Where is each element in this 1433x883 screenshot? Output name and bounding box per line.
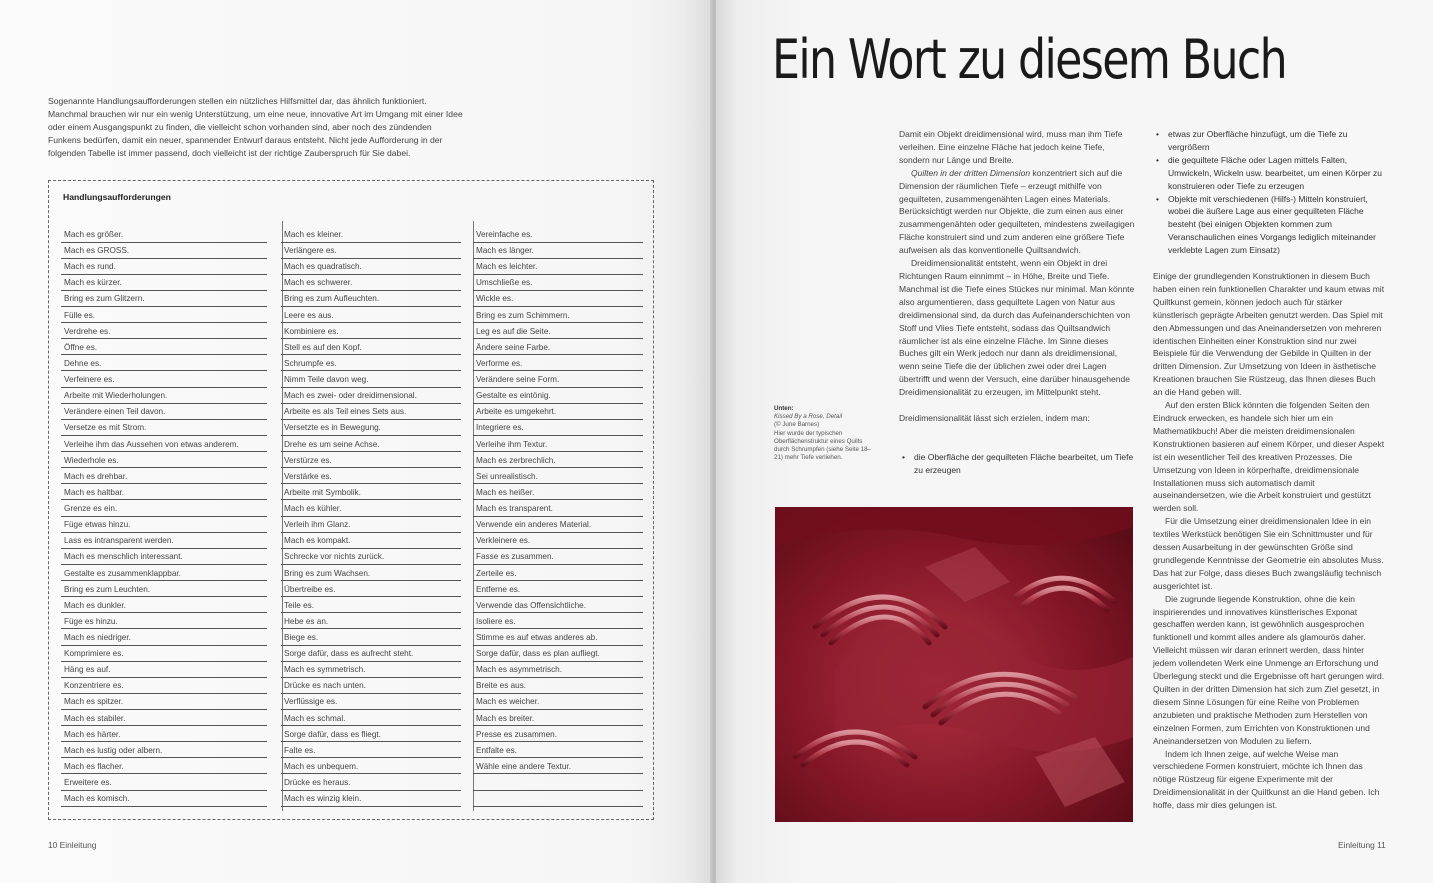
table-cell: Versetzte es in Bewegung. — [281, 420, 461, 436]
paragraph: Indem ich Ihnen zeige, auf welche Weise man verschiedene Formen konstruiert, möchte ich Ihnen das nötige Rüstzeug für eigene Experimente mit der Dreidimensionalität in der Quiltkunst an die Hand geben. Ich hoffe, dass mir dies gelungen ist. — [1153, 748, 1380, 811]
table-cell: Mach es zerbrechlich. — [473, 453, 643, 469]
table-cell: Übertreibe es. — [281, 582, 461, 598]
table-row — [61, 759, 643, 775]
table-cell: Gestalte es zusammenklappbar. — [61, 566, 267, 582]
bullet-list-left — [899, 451, 1135, 477]
table-cell: Falte es. — [281, 743, 461, 759]
paragraph: Damit ein Objekt dreidimensional wird, muss man ihm Tiefe verleihen. Eine einzelne Fläche hat jedoch keine Tiefe, sondern nur Länge und Breite. — [899, 129, 1123, 165]
table-cell: Breite es aus. — [473, 678, 643, 694]
table-cell: Ändere seine Farbe. — [473, 340, 643, 356]
table-row — [61, 775, 643, 791]
table-cell: Bring es zum Wachsen. — [281, 566, 461, 582]
table-cell: Isoliere es. — [473, 614, 643, 630]
table-row — [61, 517, 643, 533]
table-cell: Mach es winzig klein. — [281, 791, 461, 807]
table-cell: Häng es auf. — [61, 662, 267, 678]
table-cell: Verstürze es. — [281, 453, 461, 469]
table-cell: Verleihe ihm das Aussehen von etwas anderem. — [61, 437, 267, 453]
intro-paragraph: Sogenannte Handlungsaufforderungen stellen ein nützliches Hilfsmittel dar, das ähnlich funktioniert. Manchmal brauchen wir nur ein wenig Unterstützung, um eine neue, innovative Art im Umgang mit einer Idee oder einem Ausgangspunkt zu finden, die vielleicht schon vorhanden sind, aber noch des zündenden Funkens bedürfen, damit ein neuer, spannender Entwurf daraus entsteht. Nicht jede Aufforderung in der folgenden Tabelle ist immer passend, doch vielleicht ist der richtige Zauberspruch für Sie dabei. — [48, 95, 463, 159]
caption-head: Unten: — [774, 405, 794, 412]
table-cell: Erweitere es. — [61, 775, 267, 791]
bullet-item: • etwas zur Oberfläche hinzufügt, um die Tiefe zu vergrößern — [1153, 128, 1389, 154]
table-cell: Schrumpfe es. — [281, 356, 461, 372]
table-cell: Gestalte es eintönig. — [473, 388, 643, 404]
table-cell: Verändere seine Form. — [473, 372, 643, 388]
table-cell: Drücke es heraus. — [281, 775, 461, 791]
bullet-list-right — [1153, 128, 1389, 257]
table-cell: Arbeite es umgekehrt. — [473, 404, 643, 420]
table-cell: Stell es auf den Kopf. — [281, 340, 461, 356]
paragraph: Dreidimensionalität entsteht, wenn ein Objekt in drei Richtungen Raum einnimmt – in Höhe, Breite und Tiefe. Manchmal ist die Tiefe eines Stückes nur minimal. Man könnte also argumentieren, dass gequiltete Lagen von Natur aus dreidimensional sind, da durch das Aufeinanderschichten von Stoff und Vlies Tiefe entsteht, sodass das Quiltsandwich räumlicher ist als eine einzelne Fläche. Im Sinne dieses Buches gilt ein Werk jedoch nur dann als dreidimensional, wenn seine Tiefe die der üblichen zwei oder drei Lagen übertrifft und wenn der Versuch, eine darüber hinausgehende Dreidimensionalität zu erzeugen, im Mittelpunkt steht. — [899, 258, 1135, 398]
table-cell: Mach es niedriger. — [61, 630, 267, 646]
table-cell — [473, 791, 643, 807]
table-cell: Mach es lustig oder albern. — [61, 743, 267, 759]
table-cell: Mach es asymmetrisch. — [473, 662, 643, 678]
table-cell: Öffne es. — [61, 340, 267, 356]
table-row — [61, 420, 643, 436]
table-cell: Mach es härter. — [61, 727, 267, 743]
table-row — [61, 227, 643, 243]
table-cell: Arbeite es als Teil eines Sets aus. — [281, 404, 461, 420]
table-cell: Bring es zum Aufleuchten. — [281, 291, 461, 307]
table-row — [61, 791, 643, 807]
text-column-left — [899, 128, 1135, 425]
table-row — [61, 533, 643, 549]
table-cell: Mach es transparent. — [473, 501, 643, 517]
table-cell: Mach es rund. — [61, 259, 267, 275]
table-cell: Konzentriere es. — [61, 678, 267, 694]
table-row — [61, 437, 643, 453]
table-cell: Lass es intransparent werden. — [61, 533, 267, 549]
table-cell: Wähle eine andere Textur. — [473, 759, 643, 775]
table-cell: Mach es schmal. — [281, 711, 461, 727]
caption-body: Hier wurde der typischen Oberflächenstruktur eines Quilts durch Schrumpfen (siehe Seite 18–21) mehr Tiefe verliehen. — [774, 429, 871, 462]
paragraph: Auf den ersten Blick könnten die folgenden Seiten den Eindruck erwecken, es handele sich hier um ein Mathematikbuch! Aber die meisten dreidimensionalen Konstruktionen basieren auf einem Körper, und dieser Aspekt ist ein wesentlicher Teil des kreativen Prozesses. Die Umsetzung von Ideen in körperhafte, dreidimensionale Installationen muss sich automatisch damit auseinandersetzen, wie die Arbeit konstruiert und gestützt werden soll. — [1153, 400, 1385, 514]
text-column-right — [1153, 270, 1386, 812]
table-cell: Füge etwas hinzu. — [61, 517, 267, 533]
table-row — [61, 646, 643, 662]
table-cell: Leere es aus. — [281, 308, 461, 324]
paragraph: Einige der grundlegenden Konstruktionen in diesem Buch haben einen rein funktionellen Charakter und kaum etwas mit Quiltkunst gemein, können jedoch auch für stärker künstlerisch geprägte Arbeiten genutzt werden. Das Spiel mit den Abmessungen und das Aneinandersetzen von mehreren identischen Einheiten einer Konstruktion sind nur zwei Beispiele für die Verwendung der Gebilde in Quilten in der dritten Dimension. Zur Umsetzung von Ideen in ästhetische Kreationen brauchen Sie Rüstzeug, das Ihnen dieses Buch an die Hand geben will. — [1153, 271, 1385, 398]
caption-credit: (© June Barnes) — [774, 421, 820, 429]
table-cell: Mach es komisch. — [61, 791, 267, 807]
table-cell: Fülle es. — [61, 308, 267, 324]
table-cell: Sorge dafür, dass es plan aufliegt. — [473, 646, 643, 662]
table-cell: Wiederhole es. — [61, 453, 267, 469]
table-cell: Mach es menschlich interessant. — [61, 549, 267, 565]
table-row — [61, 694, 643, 710]
table-row — [61, 614, 643, 630]
table-row — [61, 356, 643, 372]
table-row — [61, 549, 643, 565]
table-cell: Mach es größer. — [61, 227, 267, 243]
table-row — [61, 566, 643, 582]
paragraph: Für die Umsetzung einer dreidimensionalen Idee in ein textiles Werkstück benötigen Sie ein Schnittmuster und für dessen Ausarbeitung in der gewünschten Größe sind grundlegende Kenntnisse der Geometrie ein absolutes Muss. Das hat zur Folge, dass dieses Buch zwangsläufig technisch ausgerichtet ist. — [1153, 516, 1384, 591]
table-row — [61, 340, 643, 356]
table-cell: Mach es haltbar. — [61, 485, 267, 501]
table-row — [61, 275, 643, 291]
table-cell: Sei unrealistisch. — [473, 469, 643, 485]
table-cell: Verleihe ihm Textur. — [473, 437, 643, 453]
table-row — [61, 259, 643, 275]
table-cell: Mach es flacher. — [61, 759, 267, 775]
table-cell: Arbeite mit Symbolik. — [281, 485, 461, 501]
table-cell: Mach es heißer. — [473, 485, 643, 501]
table-cell: Verkleinere es. — [473, 533, 643, 549]
table-row — [61, 678, 643, 694]
table-cell: Presse es zusammen. — [473, 727, 643, 743]
table-row — [61, 501, 643, 517]
table-row — [61, 711, 643, 727]
table-cell: Mach es zwei- oder dreidimensional. — [281, 388, 461, 404]
table-cell: Verflüssige es. — [281, 694, 461, 710]
table-cell: Biege es. — [281, 630, 461, 646]
table-row — [61, 630, 643, 646]
table-cell: Grenze es ein. — [61, 501, 267, 517]
table-row — [61, 404, 643, 420]
table-cell: Wickle es. — [473, 291, 643, 307]
table-cell: Vereinfache es. — [473, 227, 643, 243]
table-cell: Mach es leichter. — [473, 259, 643, 275]
table-row — [61, 372, 643, 388]
table-cell: Mach es spitzer. — [61, 694, 267, 710]
right-page — [716, 0, 1433, 883]
table-cell: Mach es schwerer. — [281, 275, 461, 291]
table-cell: Dehne es. — [61, 356, 267, 372]
table-cell: Mach es unbequem. — [281, 759, 461, 775]
table-cell: Mach es kleiner. — [281, 227, 461, 243]
table-cell: Sorge dafür, dass es fliegt. — [281, 727, 461, 743]
table-row — [61, 324, 643, 340]
table-cell: Verstärke es. — [281, 469, 461, 485]
table-cell: Mach es breiter. — [473, 711, 643, 727]
table-cell: Verlängere es. — [281, 243, 461, 259]
table-cell: Verändere einen Teil davon. — [61, 404, 267, 420]
table-cell: Mach es kühler. — [281, 501, 461, 517]
table-row — [61, 388, 643, 404]
table-cell: Mach es länger. — [473, 243, 643, 259]
table-cell: Drehe es um seine Achse. — [281, 437, 461, 453]
prompts-table — [48, 180, 654, 820]
caption-title: Kissed By a Rose, Detail — [774, 413, 843, 421]
table-cell: Umschließe es. — [473, 275, 643, 291]
table-row — [61, 243, 643, 259]
table-row — [61, 582, 643, 598]
left-page — [0, 0, 712, 883]
table-cell: Verforme es. — [473, 356, 643, 372]
table-cell: Entfalte es. — [473, 743, 643, 759]
table-cell: Komprimiere es. — [61, 646, 267, 662]
table-row — [61, 308, 643, 324]
table-row — [61, 291, 643, 307]
table-row — [61, 743, 643, 759]
table-row — [61, 662, 643, 678]
red-quilt-detail-photo — [775, 507, 1133, 822]
table-cell: Stimme es auf etwas anderes ab. — [473, 630, 643, 646]
table-cell: Mach es kürzer. — [61, 275, 267, 291]
table-cell: Fasse es zusammen. — [473, 549, 643, 565]
bullet-item: • Objekte mit verschiedenen (Hilfs-) Mitteln konstruiert, wobei die äußere Lage aus einer gequilteten Fläche besteht (bei einigen Objekten kommen zum Veranschaulichen eines Vorgangs lediglich miteinander verklebte Lagen zum Einsatz) — [1153, 193, 1389, 258]
table-cell: Füge es hinzu. — [61, 614, 267, 630]
table-cell: Nimm Teile davon weg. — [281, 372, 461, 388]
table-cell: Mach es drehbar. — [61, 469, 267, 485]
page-footer-left: 10 Einleitung — [48, 840, 97, 850]
table-cell: Mach es quadratisch. — [281, 259, 461, 275]
book-title: Quilten in der dritten Dimension — [911, 167, 1031, 178]
table-cell: Bring es zum Glitzern. — [61, 291, 267, 307]
table-cell: Integriere es. — [473, 420, 643, 436]
table-cell: Arbeite mit Wiederholungen. — [61, 388, 267, 404]
table-cell — [473, 775, 643, 791]
table-cell: Mach es dunkler. — [61, 598, 267, 614]
paragraph — [899, 167, 1135, 257]
table-cell: Leg es auf die Seite. — [473, 324, 643, 340]
table-cell: Entferne es. — [473, 582, 643, 598]
table-cell: Schrecke vor nichts zurück. — [281, 549, 461, 565]
table-cell: Teile es. — [281, 598, 461, 614]
paragraph: Dreidimensionalität lässt sich erzielen, indem man: — [899, 413, 1090, 424]
table-cell: Bring es zum Schimmern. — [473, 308, 643, 324]
paragraph-rest: konzentriert sich auf die Dimension der räumlichen Tiefe – erzeugt mithilfe von gequilteten, zusammengenähten Lagen eines Materials. Berücksichtigt werden nur Objekte, die zum einen aus einer zusammengenähten oder gequilteten, mindestens zweilagigen Fläche konstruiert sind und zum anderen eine größere Tiefe aufweisen als das konventionelle Quiltsandwich. — [899, 167, 1135, 256]
bullet-item: • die Oberfläche der gequilteten Fläche bearbeitet, um Tiefe zu erzeugen — [899, 451, 1135, 477]
table-cell: Drücke es nach unten. — [281, 678, 461, 694]
table-cell: Kombiniere es. — [281, 324, 461, 340]
table-cell: Mach es kompakt. — [281, 533, 461, 549]
page-headline: Ein Wort zu diesem Buch — [772, 28, 1287, 91]
table-cell: Verleih ihm Glanz. — [281, 517, 461, 533]
table-cell: Verwende das Offensichtliche. — [473, 598, 643, 614]
table-row — [61, 469, 643, 485]
photo-caption — [774, 405, 872, 462]
table-cell: Mach es weicher. — [473, 694, 643, 710]
table-row — [61, 453, 643, 469]
table-cell: Mach es GROSS. — [61, 243, 267, 259]
table-row — [61, 727, 643, 743]
table-title: Handlungsaufforderungen — [63, 192, 171, 202]
table-cell: Sorge dafür, dass es aufrecht steht. — [281, 646, 461, 662]
table-cell: Verfeinere es. — [61, 372, 267, 388]
table-cell: Bring es zum Leuchten. — [61, 582, 267, 598]
table-cell: Mach es symmetrisch. — [281, 662, 461, 678]
table-cell: Zerteile es. — [473, 566, 643, 582]
bullet-item: • die gequiltete Fläche oder Lagen mittels Falten, Umwickeln, Wickeln usw. bearbeitet, um einen Körper zu konstruieren oder Tiefe zu erzeugen — [1153, 154, 1389, 193]
table-cell: Verwende ein anderes Material. — [473, 517, 643, 533]
table-cell: Mach es stabiler. — [61, 711, 267, 727]
page-footer-right: Einleitung 11 — [1338, 840, 1386, 850]
table-cell: Versetze es mit Strom. — [61, 420, 267, 436]
table-row — [61, 598, 643, 614]
paragraph: Die zugrunde liegende Konstruktion, ohne die kein inspirierendes und innovatives künstlerisches Exponat geschaffen werden kann, ist gewöhnlich ausgesprochen funktionell und kommt alles andere als glamourös daher. Vielleicht müssen wir daran erinnert werden, dass hinter jedem vollendeten Werk eine Unmenge an Erforschung und Überlegung steckt und die Ergebnisse oft hart gerungen wird. Quilten in der dritten Dimension hat sich zum Ziel gesetzt, in diesem Sinne Lösungen für eine Reihe von Problemen anzubieten und praktische Methoden zum Herstellen von einzelnen Formen, zum Errichten von Konstruktionen und Aneinandersetzen von Modulen zu liefern. — [1153, 593, 1385, 746]
table-cell: Hebe es an. — [281, 614, 461, 630]
table-cell: Verdrehe es. — [61, 324, 267, 340]
table-row — [61, 485, 643, 501]
